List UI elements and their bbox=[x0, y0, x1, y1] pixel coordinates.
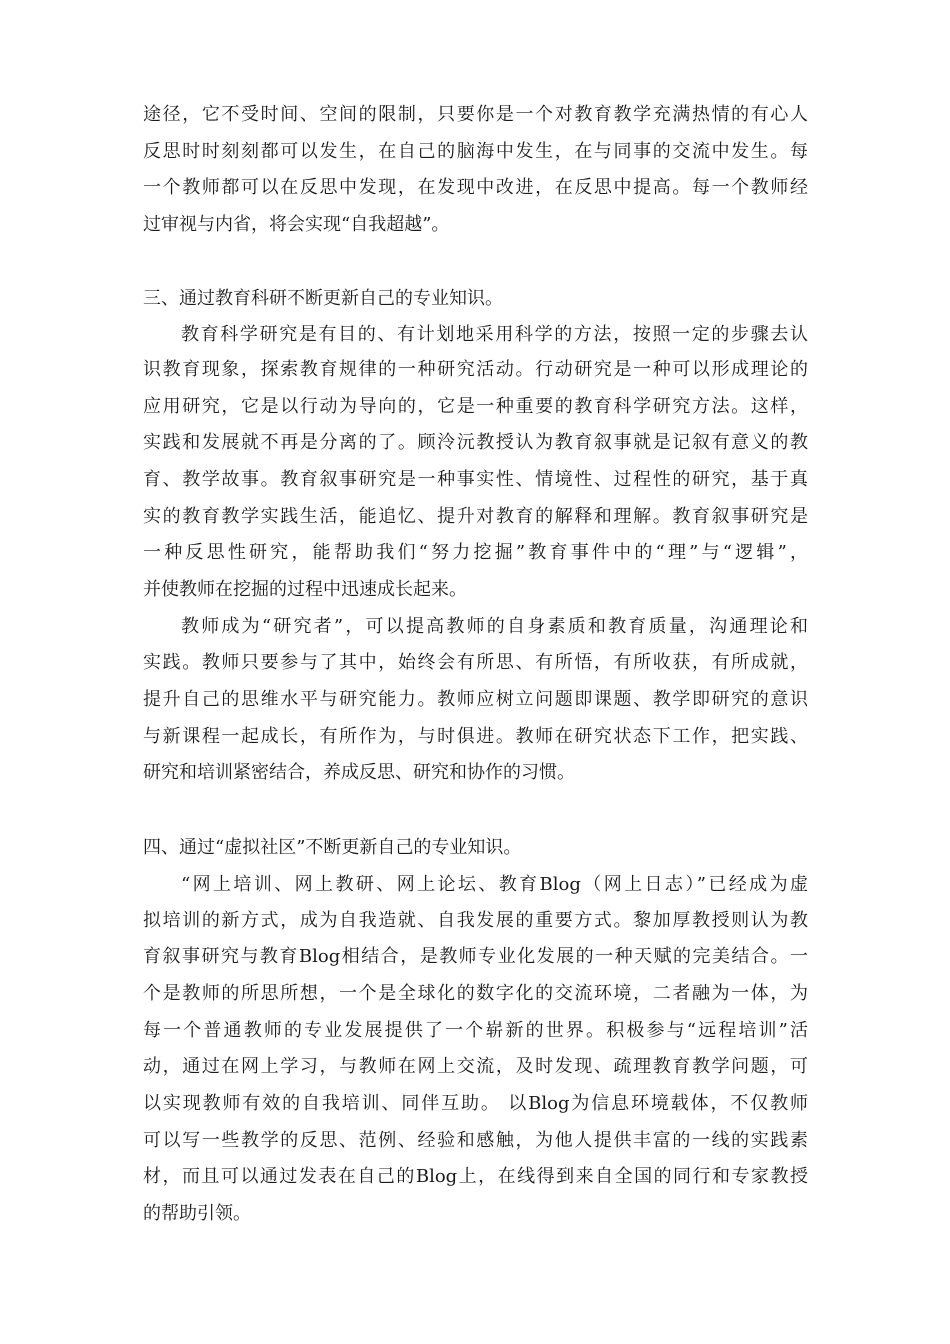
text-line: 与新课程一起成长，有所作为，与时俱进。教师在研究状态下工作，把实践、 bbox=[143, 726, 808, 747]
text-line: 每一个普通教师的专业发展提供了一个崭新的世界。积极参与“远程培训”活 bbox=[143, 1020, 808, 1041]
section-heading: 四、通过“虚拟社区”不断更新自己的专业知识。 bbox=[143, 837, 522, 858]
section-heading: 三、通过教育科研不断更新自己的专业知识。 bbox=[143, 288, 503, 309]
text-line: 途径，它不受时间、空间的限制，只要你是一个对教育教学充满热情的有心人 bbox=[143, 104, 808, 125]
text-line: 实践。教师只要参与了其中，始终会有所思、有所悟，有所收获，有所成就， bbox=[143, 652, 808, 673]
text-line: 教育科学研究是有目的、有计划地采用科学的方法，按照一定的步骤去认 bbox=[181, 324, 808, 345]
text-line: 提升自己的思维水平与研究能力。教师应树立问题即课题、教学即研究的意识 bbox=[143, 689, 808, 710]
text-line: 教师成为“研究者”，可以提高教师的自身素质和教育质量，沟通理论和 bbox=[181, 616, 808, 637]
text-line: 研究和培训紧密结合，养成反思、研究和协作的习惯。 bbox=[143, 762, 575, 783]
text-line: 并使教师在挖掘的过程中迅速成长起来。 bbox=[143, 579, 467, 600]
text-line: 过审视与内省，将会实现“自我超越”。 bbox=[143, 214, 450, 235]
text-line: 识教育现象，探索教育规律的一种研究活动。行动研究是一种可以形成理论的 bbox=[143, 359, 808, 380]
text-line: 反思时时刻刻都可以发生，在自己的脑海中发生，在与同事的交流中发生。每 bbox=[143, 141, 808, 162]
text-line: 育叙事研究与教育Blog相结合，是教师专业化发展的一种天赋的完美结合。一 bbox=[143, 946, 808, 967]
text-line: 实践和发展就不再是分离的了。顾泠沅教授认为教育叙事就是记叙有意义的教 bbox=[143, 432, 808, 453]
text-line: 拟培训的新方式，成为自我造就、自我发展的重要方式。黎加厚教授则认为教 bbox=[143, 910, 808, 931]
text-line: 动，通过在网上学习，与教师在网上交流，及时发现、疏理教育教学问题，可 bbox=[143, 1056, 808, 1077]
text-line: 育、教学故事。教育叙事研究是一种事实性、情境性、过程性的研究，基于真 bbox=[143, 469, 808, 490]
text-line: 实的教育教学实践生活，能追忆、提升对教育的解释和理解。教育叙事研究是 bbox=[143, 506, 808, 527]
text-line: 的帮助引领。 bbox=[143, 1203, 251, 1224]
text-line: 可以写一些教学的反思、范例、经验和感触，为他人提供丰富的一线的实践素 bbox=[143, 1130, 808, 1151]
text-line: 一种反思性研究，能帮助我们“努力挖掘”教育事件中的“理”与“逻辑”， bbox=[143, 542, 808, 563]
text-line: 材，而且可以通过发表在自己的Blog上，在线得到来自全国的同行和专家教授 bbox=[143, 1166, 808, 1187]
text-line: 应用研究，它是以行动为导向的，它是一种重要的教育科学研究方法。这样， bbox=[143, 396, 808, 417]
text-line: “网上培训、网上教研、网上论坛、教育Blog（网上日志）”已经成为虚 bbox=[181, 874, 808, 895]
text-line: 个是教师的所思所想，一个是全球化的数字化的交流环境，二者融为一体，为 bbox=[143, 983, 808, 1004]
text-line: 一个教师都可以在反思中发现，在发现中改进，在反思中提高。每一个教师经 bbox=[143, 177, 808, 198]
text-line: 以实现教师有效的自我培训、同伴互助。 以Blog为信息环境载体，不仅教师 bbox=[143, 1093, 808, 1114]
